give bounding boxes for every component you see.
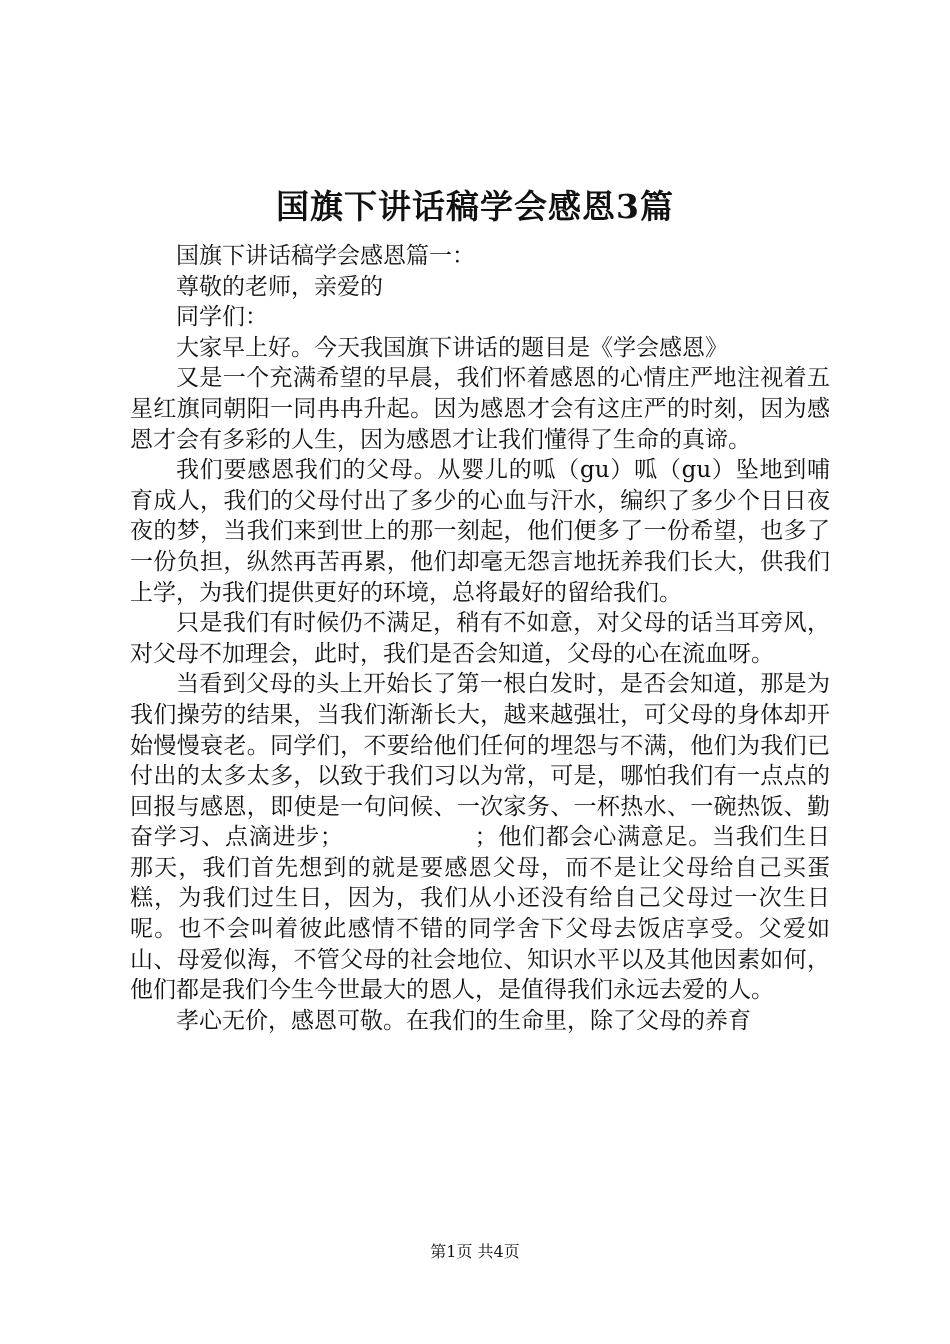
- paragraph: 只是我们有时候仍不满足，稍有不如意，对父母的话当耳旁风，对父母不加理会，此时，我们是否会知道，父母的心在流血呀。: [130, 610, 830, 667]
- paragraph-greeting: 大家早上好。今天我国旗下讲话的题目是《学会感恩》: [176, 334, 728, 361]
- document-title: 国旗下讲话稿学会感恩3篇: [276, 187, 674, 226]
- page-footer: 第1页 共4页: [430, 1242, 520, 1261]
- paragraph-salutation-cont: 同学们：: [176, 304, 268, 331]
- paragraph-heading: 国旗下讲话稿学会感恩篇一：: [176, 243, 475, 269]
- paragraph: 我们要感恩我们的父母。从婴儿的呱（gu）呱（gu）坠地到哺育成人，我们的父母付出了多少的心血与汗水，编织了多少个日日夜夜的梦，当我们来到世上的那一刻起，他们便多了一份希望，也多了一份负担，纵然再苦再累，他们却毫无怨言地抚养我们长大，供我们上学，为我们提供更好的环境，总将最好的留给我们。: [130, 457, 830, 606]
- paragraph-salutation: 尊敬的老师，亲爱的: [176, 273, 383, 300]
- document-body: [130, 241, 830, 1036]
- paragraph: 当看到父母的头上开始长了第一根白发时，是否会知道，那是为我们操劳的结果，当我们渐渐长大，越来越强壮，可父母的身体却开始慢慢衰老。同学们，不要给他们任何的埋怨与不满，他们为我们已付出的太多太多，以致于我们习以为常，可是，哪怕我们有一点点的回报与感恩，即使是一句问候、一次家务、一杯热水、一碗热饭、勤奋学习、点滴进步； ；他们都会心满意足。当我们生日那天，我们首先想到的就是要感恩父母，而不是让父母给自己买蛋糕，为我们过生日，因为，我们从小还没有给自己父母过一次生日呢。也不会叫着彼此感情不错的同学舍下父母去饭店享受。父爱如山、母爱似海，不管父母的社会地位、知识水平以及其他因素如何，他们都是我们今生今世最大的恩人，是值得我们永远去爱的人。: [130, 671, 830, 1004]
- paragraph: 又是一个充满希望的早晨，我们怀着感恩的心情庄严地注视着五星红旗同朝阳一同冉冉升起。因为感恩才会有这庄严的时刻，因为感恩才会有多彩的人生，因为感恩才让我们懂得了生命的真谛。: [130, 365, 830, 453]
- paragraph: 孝心无价，感恩可敬。在我们的生命里，除了父母的养育: [176, 1007, 751, 1034]
